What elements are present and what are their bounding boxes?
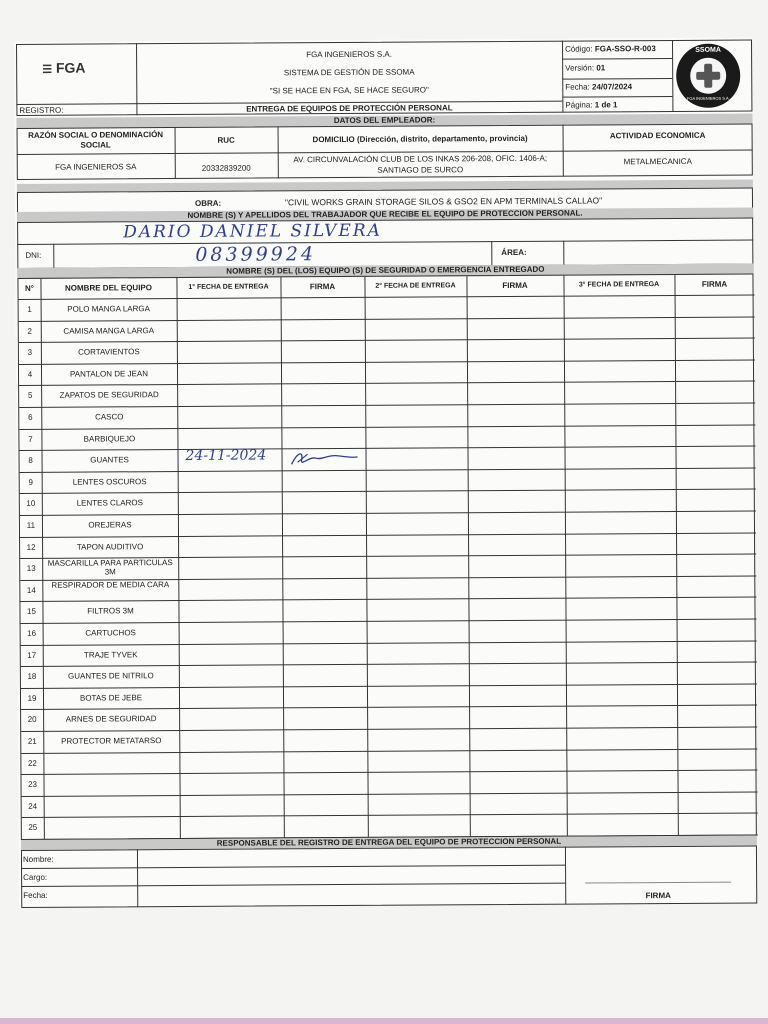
row-number: 6 (28, 412, 33, 422)
equipment-name: RESPIRADOR DE MEDIA CARA (51, 579, 170, 590)
equipment-name: CORTAVIENTOS (78, 347, 140, 357)
row-number: 23 (28, 780, 38, 790)
equipment-name: PROTECTOR METATARSO (61, 736, 162, 746)
equipment-name: OREJERAS (88, 520, 132, 530)
row-number: 3 (27, 348, 33, 358)
row-number: 12 (26, 542, 36, 552)
ssoma-seal-icon: SSOMA FGA INGENIEROS S.A. (676, 44, 740, 108)
column-header: NOMBRE DEL EQUIPO (64, 283, 153, 293)
column-header: 2° FECHA DE ENTREGA (375, 282, 456, 290)
row-number: 21 (27, 736, 37, 746)
fecha-label: Fecha: (23, 890, 48, 900)
delivery-date-handwritten: 24-11-2024 (185, 447, 267, 465)
fecha: Fecha: 24/07/2024 (565, 82, 633, 92)
row-number: 25 (28, 823, 38, 833)
row-number: 19 (27, 693, 37, 703)
equipment-name: GUANTES DE NITRILO (67, 671, 154, 681)
column-header: FIRMA (502, 280, 528, 291)
equipment-name (44, 822, 180, 823)
signature-image (287, 448, 359, 468)
row-number: 17 (27, 650, 37, 660)
equipment-name: TAPON AUDITIVO (76, 541, 144, 552)
area-label: ÁREA: (501, 247, 527, 258)
doc-title: ENTREGA DE EQUIPOS DE PROTECCIÓN PERSONAL (246, 103, 453, 114)
equipment-name: CARTUCHOS (85, 628, 136, 638)
row-number: 13 (26, 564, 36, 574)
ruc-value: 20332839200 (201, 163, 251, 173)
equipment-name: POLO MANGA LARGA (67, 304, 151, 314)
codigo: Código: FGA-SSO-R-003 (565, 44, 656, 54)
version: Versión: 01 (565, 63, 606, 73)
equipment-name: TRAJE TYVEK (83, 649, 138, 660)
domicilio-value-1: AV. CIRCUNVALACIÓN CLUB DE LOS INKAS 206-208, OFIC. 1406-A; (293, 153, 548, 165)
row-number: 22 (27, 758, 37, 768)
equipment-name: BOTAS DE JEBE (79, 693, 143, 703)
fga-logo: ☰ FGA (42, 59, 86, 76)
column-header: FIRMA (701, 279, 728, 289)
column-header: 1° FECHA DE ENTREGA (188, 283, 269, 291)
equipment-name: LENTES CLAROS (76, 498, 143, 509)
dni-handwritten: 08399924 (195, 243, 317, 266)
row-number: 16 (27, 628, 37, 638)
row-number: 4 (27, 369, 33, 379)
equipment-name (44, 779, 180, 780)
equipment-section-title: NOMBRE (S) DEL (LOS) EQUIPO (S) DE SEGURIDAD O EMERGENCIA ENTREGADO (226, 264, 545, 276)
equipment-name (43, 758, 179, 759)
equipment-name: PANTALON DE JEAN (70, 368, 149, 379)
employer-section-title: DATOS DEL EMPLEADOR: (333, 115, 436, 126)
motto: "SI SE HACE EN FGA, SE HACE SEGURO" (269, 85, 429, 96)
registro-label: REGISTRO: (19, 105, 64, 115)
equipment-name: ARNES DE SEGURIDAD (65, 714, 157, 725)
dni-label: DNI: (25, 250, 42, 260)
row-number: 8 (28, 456, 33, 466)
row-number: 10 (26, 499, 36, 509)
pagina: Página: 1 de 1 (565, 100, 618, 110)
row-number: 18 (27, 672, 37, 682)
row-number: 9 (28, 477, 33, 487)
form-sheet (14, 37, 757, 907)
column-header: FIRMA (309, 282, 336, 292)
equipment-name: FILTROS 3M (87, 606, 134, 616)
equipment-name: CASCO (95, 412, 124, 422)
row-number: 11 (26, 520, 36, 530)
row-number: 24 (28, 801, 38, 811)
equipment-name: ZAPATOS DE SEGURIDAD (59, 390, 159, 401)
system-name: SISTEMA DE GESTIÓN DE SSOMA (283, 67, 415, 78)
worker-section-title: NOMBRE (S) Y APELLIDOS DEL TRABAJADOR QUE RECIBE EL EQUIPO DE PROTECCION PERSONAL. (187, 208, 583, 220)
row-number: 1 (27, 304, 32, 314)
razon-header: RAZÓN SOCIAL O DENOMINACIÓN SOCIAL (28, 130, 164, 150)
row-number: 15 (27, 607, 36, 617)
firma-label: FIRMA (645, 891, 671, 901)
equipment-name: MASCARILLA PARA PARTICULAS 3M (47, 558, 173, 577)
column-header: N° (24, 283, 35, 293)
scan-edge (0, 1018, 768, 1024)
domicilio-value-2: SANTIAGO DE SURCO (377, 165, 464, 175)
actividad-header: ACTIVIDAD ECONOMICA (609, 130, 706, 141)
equipment-table (17, 273, 756, 839)
column-header: 3° FECHA DE ENTREGA (578, 281, 660, 289)
obra-label: OBRA: (194, 198, 222, 208)
obra-value: "CIVIL WORKS GRAIN STORAGE SILOS & GSO2 EN APM TERMINALS CALLAO" (284, 195, 603, 208)
cargo-label: Cargo: (23, 872, 48, 882)
worker-name-handwritten: DARIO DANIEL SILVERA (123, 220, 382, 243)
equipment-name: LENTES OSCUROS (72, 476, 147, 487)
actividad-value: METALMECANICA (623, 156, 692, 167)
equipment-name: CAMISA MANGA LARGA (63, 325, 155, 336)
footer-section-title: RESPONSABLE DEL REGISTRO DE ENTREGA DEL EQUIPO DE PROTECCION PERSONAL (216, 836, 562, 848)
row-number: 7 (28, 434, 33, 444)
ruc-header: RUC (217, 135, 235, 145)
equipment-name: BARBIQUEJO (83, 433, 136, 444)
row-number: 14 (26, 585, 36, 595)
company-name: FGA INGENIEROS S.A. (306, 49, 392, 60)
razon-value: FGA INGENIEROS SA (55, 162, 137, 172)
equipment-name: GUANTES (90, 455, 129, 465)
row-number: 2 (27, 326, 33, 336)
equipment-name (44, 801, 180, 802)
nombre-label: Nombre: (22, 854, 54, 864)
row-number: 20 (27, 715, 37, 725)
domicilio-header: DOMICILIO (Dirección, distrito, departamento, provincia) (312, 133, 528, 145)
row-number: 5 (27, 391, 33, 401)
